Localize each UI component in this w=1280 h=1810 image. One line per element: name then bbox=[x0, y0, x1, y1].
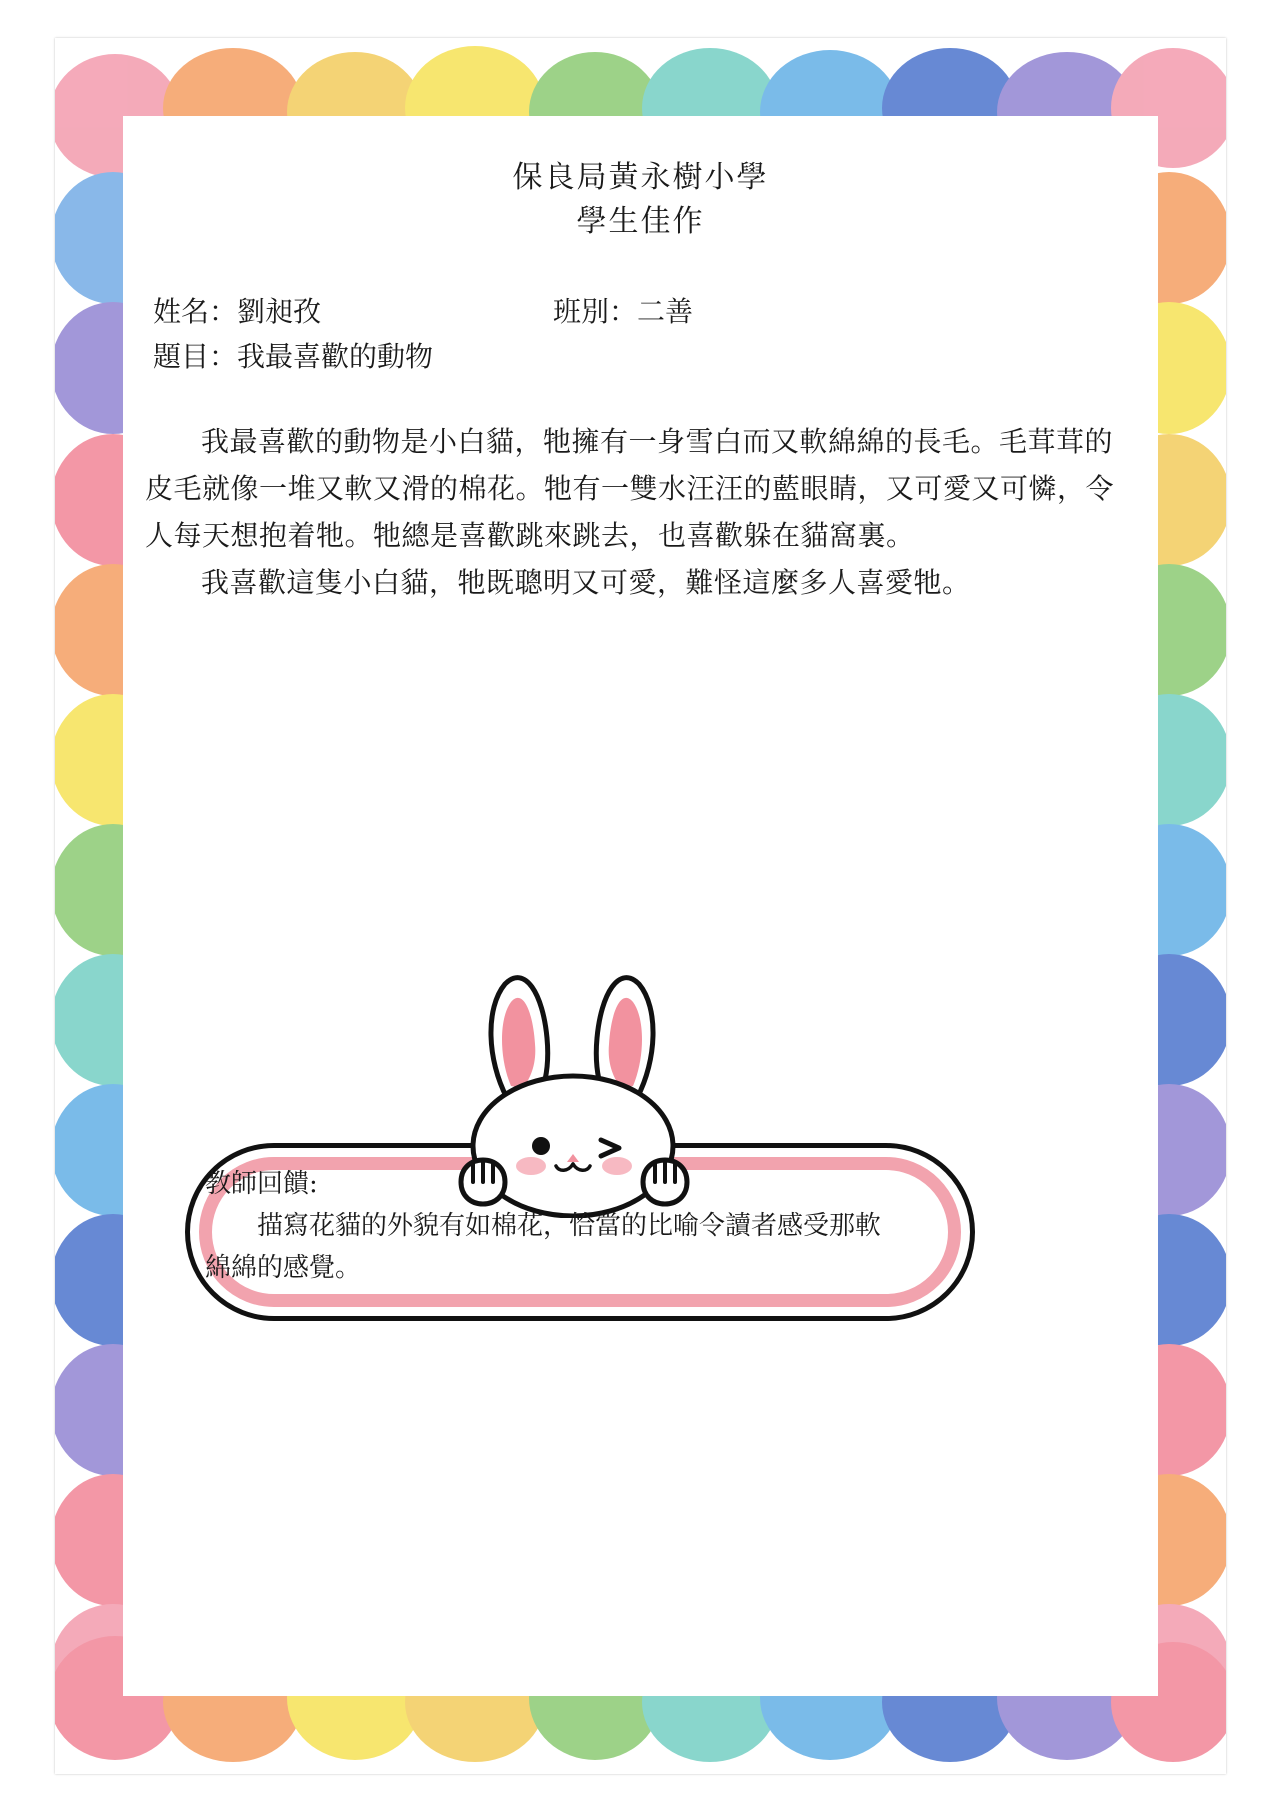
meta-row-name-class bbox=[153, 289, 1158, 334]
student-meta bbox=[123, 289, 1158, 380]
topic-value: 我最喜歡的動物 bbox=[237, 340, 434, 374]
essay-paragraph-1: 我最喜歡的動物是小白貓，牠擁有一身雪白而又軟綿綿的長毛。毛茸茸的皮毛就像一堆又軟又滑的棉花。牠有一雙水汪汪的藍眼睛，又可愛又可憐，令人每天想抱着牠。牠總是喜歡跳來跳去，也喜歡躲在貓窩裏。 bbox=[145, 424, 1115, 552]
meta-row-topic bbox=[153, 334, 1158, 379]
document-subtitle: 學生佳作 bbox=[576, 203, 705, 239]
teacher-feedback-text bbox=[205, 1163, 905, 1289]
student-name bbox=[153, 289, 553, 334]
essay-topic bbox=[153, 334, 433, 379]
worksheet-page bbox=[55, 38, 1226, 1774]
name-label: 姓名： bbox=[153, 295, 238, 328]
class-value: 二善 bbox=[637, 295, 694, 328]
essay-body bbox=[123, 418, 1158, 606]
school-title: 保良局黃永樹小學 bbox=[512, 160, 769, 195]
class-label: 班別： bbox=[553, 295, 638, 328]
document-content bbox=[123, 116, 1158, 1696]
feedback-body: 描寫花貓的外貌有如棉花，恰當的比喻令讀者感受那軟綿綿的感覺。 bbox=[205, 1211, 882, 1284]
topic-label: 題目： bbox=[153, 340, 238, 374]
essay-paragraph-2: 我喜歡這隻小白貓，牠既聰明又可愛，難怪這麼多人喜愛牠。 bbox=[201, 565, 971, 599]
student-class bbox=[553, 289, 693, 334]
name-value: 劉昶孜 bbox=[237, 295, 322, 328]
feedback-label: 教師回饋: bbox=[205, 1169, 318, 1199]
